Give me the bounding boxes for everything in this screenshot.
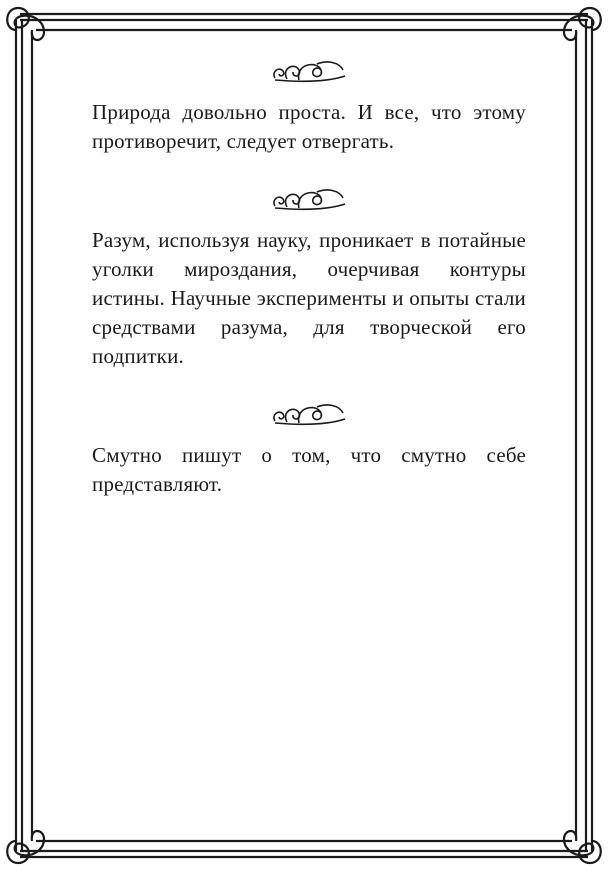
paragraph-2: Разум, используя науку, проникает в потайные уголки мироздания, очерчивая контуры истины. Научные эксперименты и опыты стали средствами разума, для творческой его подпитки. <box>92 228 526 368</box>
paragraph-3: Смутно пишут о том, что смутно себе представляют. <box>92 443 526 496</box>
swirl-ornament-icon <box>269 401 349 427</box>
swirl-ornament-icon <box>269 58 349 84</box>
swirl-ornament-icon <box>269 186 349 212</box>
paragraph-1: Природа довольно проста. И все, что этому противоречит, следует отвергать. <box>92 100 526 153</box>
page-content <box>92 56 526 499</box>
